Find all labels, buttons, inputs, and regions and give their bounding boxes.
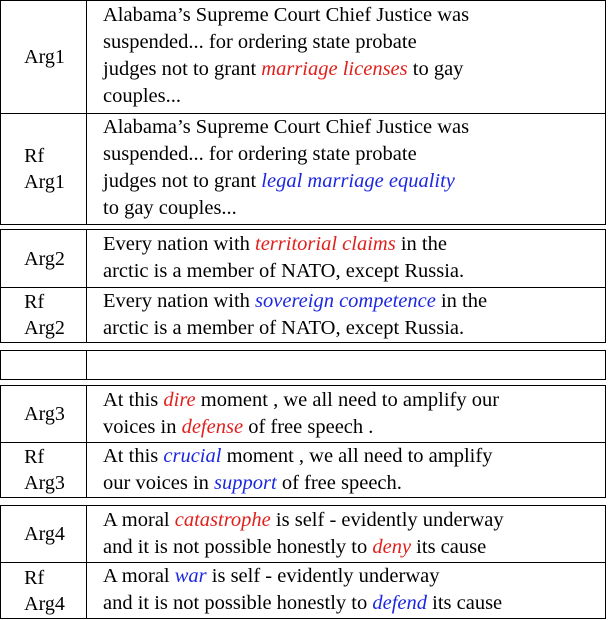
row-label [1,563,87,618]
row-label [1,386,87,442]
text-line [103,534,597,561]
text-segment: At this [103,445,164,467]
table-row-rf-arg1 [1,113,605,224]
label-line: Arg4 [24,523,65,545]
table-row-arg1 [1,1,605,113]
text-segment: A moral [103,509,175,531]
label-line: Rf [24,145,45,167]
text-line [103,83,597,110]
table-group-arg4 [0,505,606,619]
label-line: Arg3 [24,403,65,425]
reframed-phrase: defend [372,592,427,614]
text-line [103,258,597,285]
text-line [103,315,597,342]
text-segment: A moral [103,565,175,587]
argument-text [87,563,605,618]
text-line [103,563,597,590]
row-label [1,1,87,113]
argument-text [87,1,605,113]
label-line: Arg4 [24,592,65,615]
text-segment: our voices in [103,472,215,494]
text-segment: moment , we all need to amplify [221,445,493,467]
table-group-arg2 [0,229,606,343]
argument-text [87,443,605,497]
label-text [22,401,65,427]
label-text [22,521,65,547]
original-phrase: deny [372,536,412,558]
text-segment: is self - evidently underway [270,509,504,531]
reframed-phrase: sovereign competence [255,290,436,312]
row-label [1,506,87,562]
argument-text [87,114,605,224]
text-segment: its cause [427,592,503,614]
row-label [1,114,87,224]
text-segment: At this [103,389,164,411]
original-phrase: marriage licenses [261,58,408,80]
text-segment: its cause [411,536,487,558]
reframed-phrase: support [214,472,277,494]
label-line: Arg1 [24,46,65,68]
text-segment: judges not to grant [103,170,262,192]
text-segment: in the [395,233,447,255]
text-line [103,168,597,195]
text-segment: Every nation with [103,233,256,255]
text-segment: to gay couples... [103,197,237,219]
argument-text [87,506,605,562]
label-line: Arg2 [24,317,65,339]
label-text [22,565,65,617]
text-segment: to gay [407,58,464,80]
table-row-rf-arg2 [1,287,605,342]
text-segment: judges not to grant [103,58,262,80]
label-text [22,289,65,341]
table-row-arg3 [1,386,605,442]
row-label [1,351,87,379]
text-line [103,507,597,534]
text-line [103,414,597,441]
text-line [103,470,597,497]
label-line: Arg3 [24,472,65,494]
argument-text [87,386,605,442]
reframed-phrase: crucial [163,445,222,467]
text-line [103,231,597,258]
row-label [1,230,87,287]
table-group-empty [0,350,606,380]
table-row-arg2 [1,230,605,287]
text-segment: Alabama’s Supreme Court Chief Justice was [103,116,470,138]
label-text [22,44,65,70]
text-segment: arctic is a member of NATO, except Russia. [103,317,465,339]
text-segment: of free speech. [276,472,402,494]
label-text [22,143,65,195]
text-line [103,29,597,56]
table-row-arg4 [1,506,605,562]
text-segment: moment , we all need to amplify our [195,389,500,411]
text-segment: voices in [103,416,182,438]
text-line [103,443,597,470]
original-phrase: catastrophe [174,509,271,531]
row-label [1,443,87,497]
label-line: Arg2 [24,247,65,270]
table-row-rf-arg3 [1,442,605,497]
text-line [103,590,597,617]
text-segment: and it is not possible honestly to [103,592,373,614]
text-segment: of free speech . [243,416,374,438]
original-phrase: defense [181,416,244,438]
label-text [22,444,65,496]
row-label [1,288,87,342]
original-phrase: dire [163,389,196,411]
text-line [103,2,597,29]
argument-text [87,230,605,287]
text-segment: Every nation with [103,290,256,312]
table-row-rf-arg4 [1,562,605,618]
label-line: Rf [24,566,45,589]
original-phrase: territorial claims [255,233,396,255]
label-text [22,246,65,272]
text-segment: is self - evidently underway [206,565,440,587]
text-segment: suspended... for ordering state probate [103,143,417,165]
text-line [103,387,597,414]
text-segment: Alabama’s Supreme Court Chief Justice was [103,4,470,26]
reframed-phrase: legal marriage equality [261,170,455,192]
table-group-arg3 [0,385,606,498]
label-line: Rf [24,291,45,313]
text-segment: arctic is a member of NATO, except Russia. [103,260,465,282]
text-line [103,56,597,83]
text-segment: couples... [103,85,181,107]
argument-text [87,288,605,342]
text-line [103,141,597,168]
argument-text [87,351,605,379]
text-line [103,195,597,222]
text-segment: and it is not possible honestly to [103,536,373,558]
label-line: Rf [24,446,45,468]
text-segment: suspended... for ordering state probate [103,31,417,53]
text-line [103,288,597,315]
table-row-empty [1,351,605,379]
table-group-arg1 [0,0,606,225]
text-segment: in the [435,290,488,312]
text-line [103,114,597,141]
reframed-phrase: war [174,565,207,587]
label-line: Arg1 [24,171,65,193]
